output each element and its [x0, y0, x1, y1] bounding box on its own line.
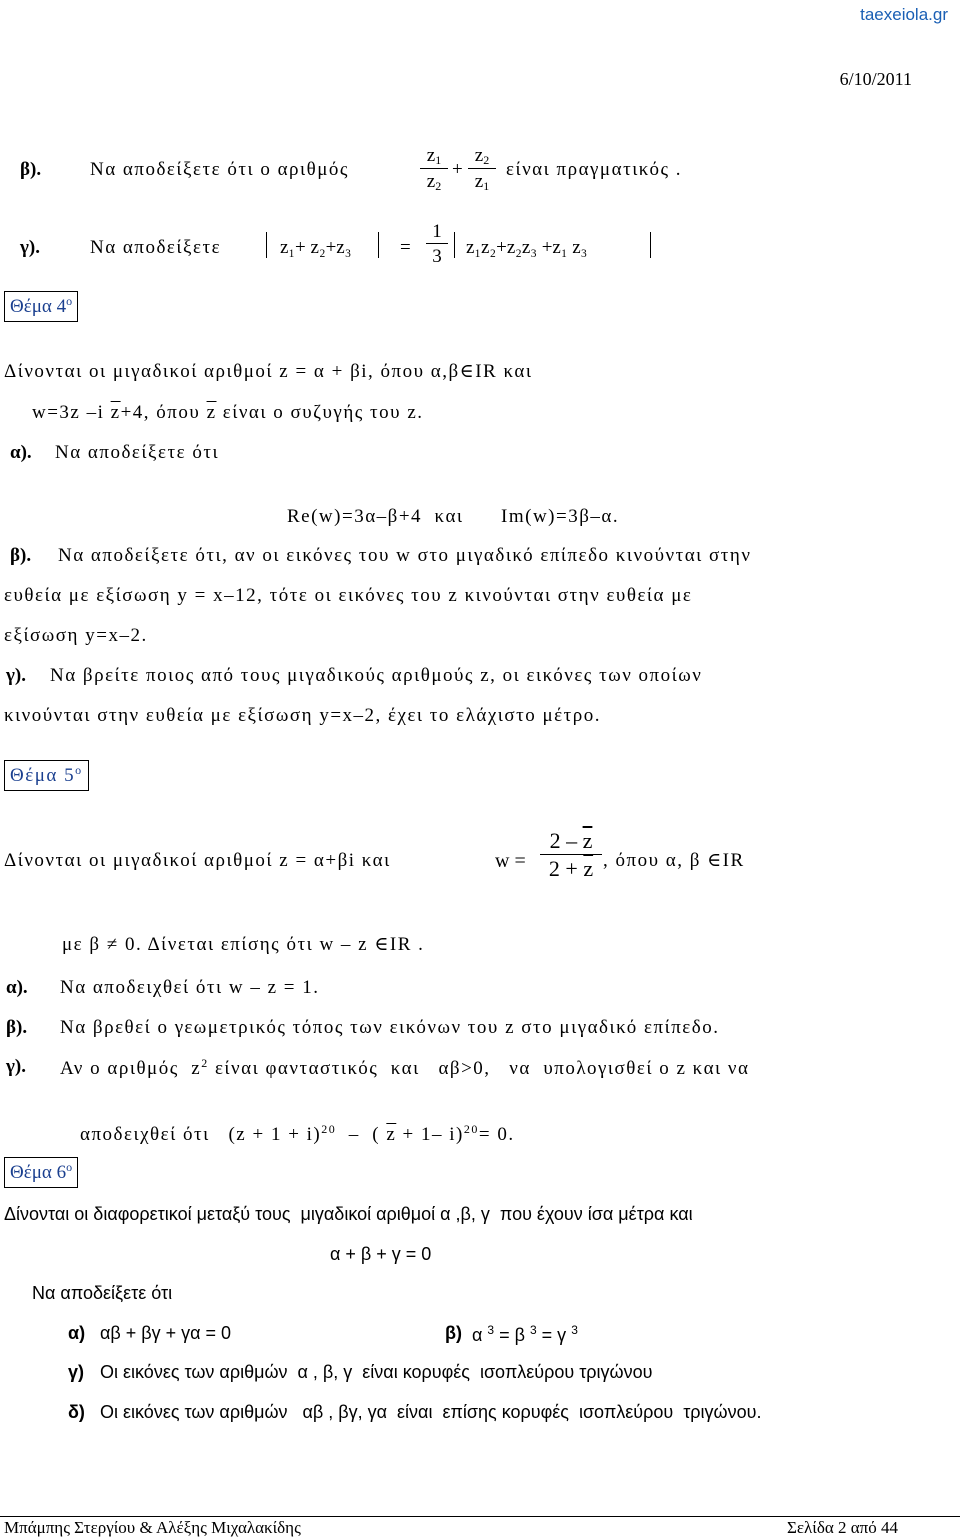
item-label: γ) [68, 1362, 85, 1382]
item-label: β) [445, 1323, 462, 1343]
problem-text: Να βρείτε ποιος από τους μιγαδικούς αριθμούς z, οι εικόνες των οποίων [50, 665, 703, 686]
problem-text: ευθεία με εξίσωση y = x–12, τότε οι εικόνες του z κινούνται στην ευθεία με [4, 585, 693, 606]
item-label: α) [68, 1323, 86, 1343]
problem-text: κινούνται στην ευθεία με εξίσωση y=x–2, έχει το ελάχιστο μέτρο. [4, 705, 602, 726]
footer-divider [0, 1516, 960, 1517]
problem-text: Δίνονται οι διαφορετικοί μεταξύ τους μιγαδικοί αριθμοί α ,β, γ που έχουν ίσα μέτρα και [4, 1204, 693, 1224]
equation: α + β + γ = 0 [330, 1244, 432, 1264]
problem-text: Να αποδείξετε [90, 237, 222, 258]
math-expression: z₁+ z₂+z₃ [280, 237, 352, 258]
problem-text: Να αποδείξετε ότι, αν οι εικόνες του w στο μιγαδικό επίπεδο κινούνται στην [58, 545, 752, 566]
item-label: α). [10, 442, 32, 463]
fraction-one-third: $\frac{1}{3}$ [426, 222, 448, 266]
fraction-z1-over-z2: $\frac{z_1}{z_2}$ [420, 146, 448, 192]
problem-text: Οι εικόνες των αριθμών α , β, γ είναι κορυφές ισοπλεύρου τριγώνου [100, 1362, 653, 1382]
item-label: γ). [6, 665, 26, 686]
item-label: δ) [68, 1402, 85, 1422]
abs-bar-left [266, 232, 267, 258]
problem-text: Να αποδειχθεί ότι w – z = 1. [60, 977, 320, 998]
problem-text: Αν ο αριθμός $z^2$ είναι φανταστικός και αβ>0, να υπολογισθεί ο z και να [60, 1056, 750, 1079]
equals-sign: = [400, 237, 411, 258]
item-label: β). [6, 1017, 28, 1038]
section-title: Θέμα $6^o$ [4, 1157, 78, 1188]
item-label: α). [6, 977, 28, 998]
problem-text: αποδειχθεί ότι $(z + 1 + i)^{20}$ – ( $\overline{z} + 1-$ i)$^{20}$= 0. [80, 1122, 515, 1145]
equals-sign: w = [495, 850, 526, 872]
problem-text: Να αποδείξετε ότι [32, 1283, 173, 1303]
problem-text: εξίσωση y=x–2. [4, 625, 148, 646]
item-label: γ). [20, 237, 40, 258]
abs-bar-right [650, 232, 651, 258]
section-title: Θέμα $5^o$ [4, 760, 89, 791]
problem-text: α $^3$ = β $^3$ = γ $^3$ [472, 1323, 578, 1345]
problem-text: Οι εικόνες των αριθμών αβ , βγ, γα είναι επίσης κορυφές ισοπλεύρου τριγώνου. [100, 1402, 762, 1422]
page-number: Σελίδα 2 από 44 [786, 1518, 898, 1537]
item-label: β). [10, 545, 32, 566]
abs-bar-right [378, 232, 379, 258]
problem-text: Δίνονται οι μιγαδικοί αριθμοί z = α+βi και [4, 850, 391, 871]
problem-text: Να αποδείξετε ότι [55, 442, 220, 463]
problem-text: Να βρεθεί ο γεωμετρικός τόπος των εικόνων του z στο μιγαδικό επίπεδο. [60, 1017, 720, 1038]
math-expression: z₁z₂+z₂z₃ +z₁ z₃ [466, 237, 588, 258]
abs-bar-left [454, 232, 455, 258]
plus-sign: + [452, 159, 463, 180]
footer-authors: Μπάμπης Στεργίου & Αλέξης Μιχαλακίδης [4, 1518, 301, 1537]
date: 6/10/2011 [839, 69, 912, 89]
item-label: γ). [6, 1056, 26, 1077]
problem-text: με β ≠ 0. Δίνεται επίσης ότι w – z ∈IR . [62, 934, 425, 955]
problem-text: είναι πραγματικός . [506, 159, 682, 180]
problem-text: αβ + βγ + γα = 0 [100, 1323, 232, 1343]
problem-text: Να αποδείξετε ότι ο αριθμός [90, 159, 349, 180]
fraction-w: $\frac{2 - \overline{z}}{2 + \overline{z}}$ [540, 830, 602, 880]
fraction-z2-over-z1: $\frac{z_2}{z_1}$ [468, 146, 496, 192]
problem-text: , όπου α, β ∈IR [603, 850, 745, 871]
site-link[interactable]: taexeiola.gr [860, 5, 948, 24]
section-title: Θέμα $4^o$ [4, 291, 78, 322]
problem-text: w=3z –i $\overline{z}+4$, όπου $\overline{z}$ είναι ο συζυγής του z. [32, 402, 424, 423]
problem-text: Δίνονται οι μιγαδικοί αριθμοί z = α + βi, όπου α,β∈IR και [4, 361, 533, 382]
item-label: β). [20, 159, 42, 180]
formula: Re(w)=3α–β+4 και Im(w)=3β–α. [287, 506, 620, 527]
